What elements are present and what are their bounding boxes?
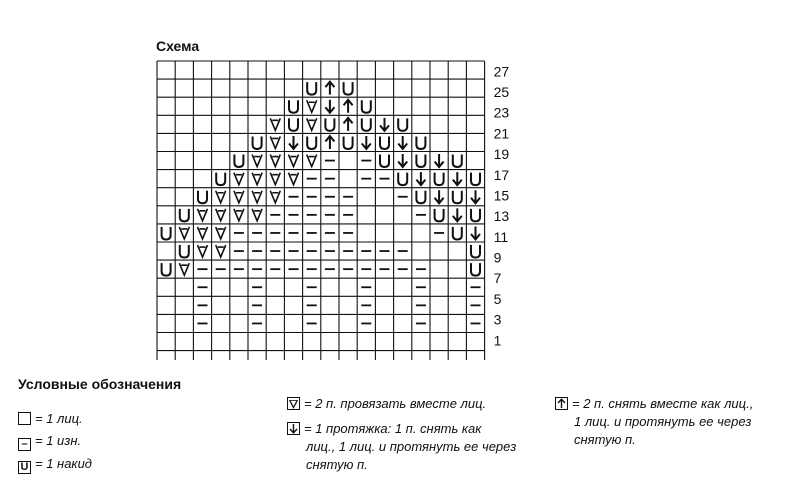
- legend-item-ssk: [287, 420, 516, 474]
- yarn-over-icon: [435, 209, 444, 222]
- k2tog-icon: [252, 155, 262, 167]
- yarn-over-icon: [180, 209, 189, 222]
- k2tog-icon: [198, 245, 208, 257]
- row-number-label: 17: [493, 166, 510, 183]
- yarn-over-icon: [307, 136, 316, 149]
- sk2p-arrow-up-icon: [344, 118, 353, 131]
- sk2p-arrow-up-icon: [555, 397, 568, 410]
- yarn-over-icon: [398, 173, 407, 186]
- k2tog-icon: [216, 191, 226, 203]
- dash-square-icon: –: [18, 438, 31, 451]
- ssk-arrow-down-icon: [453, 172, 462, 185]
- yarn-over-icon: [416, 191, 425, 204]
- k2tog-icon: [270, 155, 280, 167]
- k2tog-icon: [307, 155, 317, 167]
- sk2p-arrow-up-icon: [325, 136, 334, 149]
- row-number-label: 21: [493, 125, 510, 142]
- yarn-over-icon: [471, 245, 480, 257]
- ssk-arrow-down-icon: [380, 118, 389, 131]
- yarn-over-icon: [453, 227, 462, 240]
- empty-square-icon: [18, 412, 31, 425]
- k2tog-icon: [307, 118, 317, 130]
- legend-text-purl: = 1 изн.: [35, 433, 82, 448]
- legend-text-sk2p-3: снятую п.: [574, 432, 636, 447]
- legend-text-ssk-1: = 1 протяжка: 1 п. снять как: [304, 421, 482, 436]
- k2tog-icon: [234, 209, 244, 221]
- k2tog-icon: [289, 155, 299, 167]
- yarn-over-icon: [471, 173, 480, 186]
- row-number-label: 23: [493, 104, 510, 121]
- k2tog-icon: [216, 227, 226, 239]
- legend-text-k2tog: = 2 п. провязать вместе лиц.: [304, 396, 487, 411]
- yarn-over-icon: [325, 118, 334, 131]
- yarn-over-icon: [398, 118, 407, 131]
- legend-item-purl: [18, 432, 81, 451]
- yarn-over-icon: [453, 191, 462, 204]
- row-number-label: 19: [493, 146, 510, 163]
- yarn-over-icon: [362, 118, 371, 131]
- k2tog-icon: [252, 191, 262, 203]
- row-number-label: 9: [493, 249, 502, 266]
- k2tog-icon: [287, 397, 300, 410]
- ssk-arrow-down-icon: [416, 172, 425, 185]
- k2tog-icon: [270, 173, 280, 185]
- yarn-over-icon: [198, 191, 207, 204]
- ssk-arrow-down-icon: [398, 136, 407, 149]
- yarn-over-icon: U: [18, 461, 31, 474]
- k2tog-icon: [198, 209, 208, 221]
- legend-text-sk2p-1: = 2 п. снять вместе как лиц.,: [572, 396, 754, 411]
- k2tog-icon: [252, 173, 262, 185]
- yarn-over-icon: [362, 100, 371, 113]
- yarn-over-icon: [435, 173, 444, 186]
- yarn-over-icon: [234, 155, 243, 168]
- legend-title: Условные обозначения: [18, 376, 182, 392]
- yarn-over-icon: [344, 82, 353, 95]
- k2tog-icon: [179, 227, 189, 239]
- ssk-arrow-down-icon: [435, 154, 444, 167]
- row-number-label: 13: [493, 208, 510, 225]
- row-number-label: 25: [493, 84, 510, 101]
- chart-title: Схема: [156, 38, 200, 54]
- yarn-over-icon: [180, 245, 189, 257]
- row-number-label: 1: [493, 332, 502, 349]
- yarn-over-icon: [453, 155, 462, 168]
- yarn-over-icon: [162, 263, 171, 276]
- yarn-over-icon: [344, 136, 353, 149]
- row-number-label: 5: [493, 290, 502, 307]
- row-number-label: 11: [493, 228, 509, 245]
- ssk-arrow-down-icon: [398, 154, 407, 167]
- ssk-arrow-down-icon: [325, 100, 334, 113]
- yarn-over-icon: [416, 136, 425, 149]
- ssk-arrow-down-icon: [435, 190, 444, 203]
- k2tog-icon: [198, 227, 208, 239]
- k2tog-icon: [234, 191, 244, 203]
- ssk-arrow-down-icon: [289, 136, 298, 149]
- k2tog-icon: [179, 263, 189, 275]
- yarn-over-icon: [289, 100, 298, 113]
- ssk-arrow-down-icon: [471, 190, 480, 203]
- k2tog-icon: [234, 173, 244, 185]
- k2tog-icon: [252, 209, 262, 221]
- legend-item-yo: [18, 455, 92, 474]
- yarn-over-icon: [307, 82, 316, 95]
- legend-item-knit: [18, 410, 83, 428]
- yarn-over-icon: [253, 136, 262, 149]
- yarn-over-icon: [289, 118, 298, 131]
- yarn-over-icon: [216, 173, 225, 186]
- ssk-arrow-down-icon: [471, 226, 480, 239]
- legend-text-knit: = 1 лиц.: [35, 411, 83, 426]
- row-number-label: 27: [493, 63, 510, 80]
- k2tog-icon: [307, 100, 317, 112]
- legend-text-ssk-2: лиц., 1 лиц. и протянуть ее через: [306, 439, 517, 454]
- legend-item-sk2p: [555, 395, 753, 449]
- legend-item-k2tog: [287, 395, 486, 413]
- k2tog-icon: [216, 245, 226, 257]
- ssk-arrow-down-icon: [287, 422, 300, 435]
- row-number-label: 3: [493, 311, 502, 328]
- yarn-over-icon: [380, 136, 389, 149]
- k2tog-icon: [270, 136, 280, 148]
- k2tog-icon: [270, 118, 280, 130]
- sk2p-arrow-up-icon: [325, 82, 334, 95]
- yarn-over-icon: [380, 155, 389, 168]
- ssk-arrow-down-icon: [362, 136, 371, 149]
- ssk-arrow-down-icon: [453, 208, 462, 221]
- yarn-over-icon: [471, 209, 480, 222]
- yarn-over-icon: [162, 227, 171, 240]
- k2tog-icon: [270, 191, 280, 203]
- legend-text-sk2p-2: 1 лиц. и протянуть ее через: [574, 414, 752, 429]
- row-number-label: 7: [493, 270, 502, 287]
- legend-text-ssk-3: снятую п.: [306, 457, 368, 472]
- sk2p-arrow-up-icon: [344, 100, 353, 113]
- yarn-over-icon: [471, 263, 480, 276]
- legend-text-yo: = 1 накид: [35, 456, 92, 471]
- yarn-over-icon: [416, 155, 425, 168]
- row-number-label: 15: [493, 187, 510, 204]
- k2tog-icon: [289, 173, 299, 185]
- k2tog-icon: [216, 209, 226, 221]
